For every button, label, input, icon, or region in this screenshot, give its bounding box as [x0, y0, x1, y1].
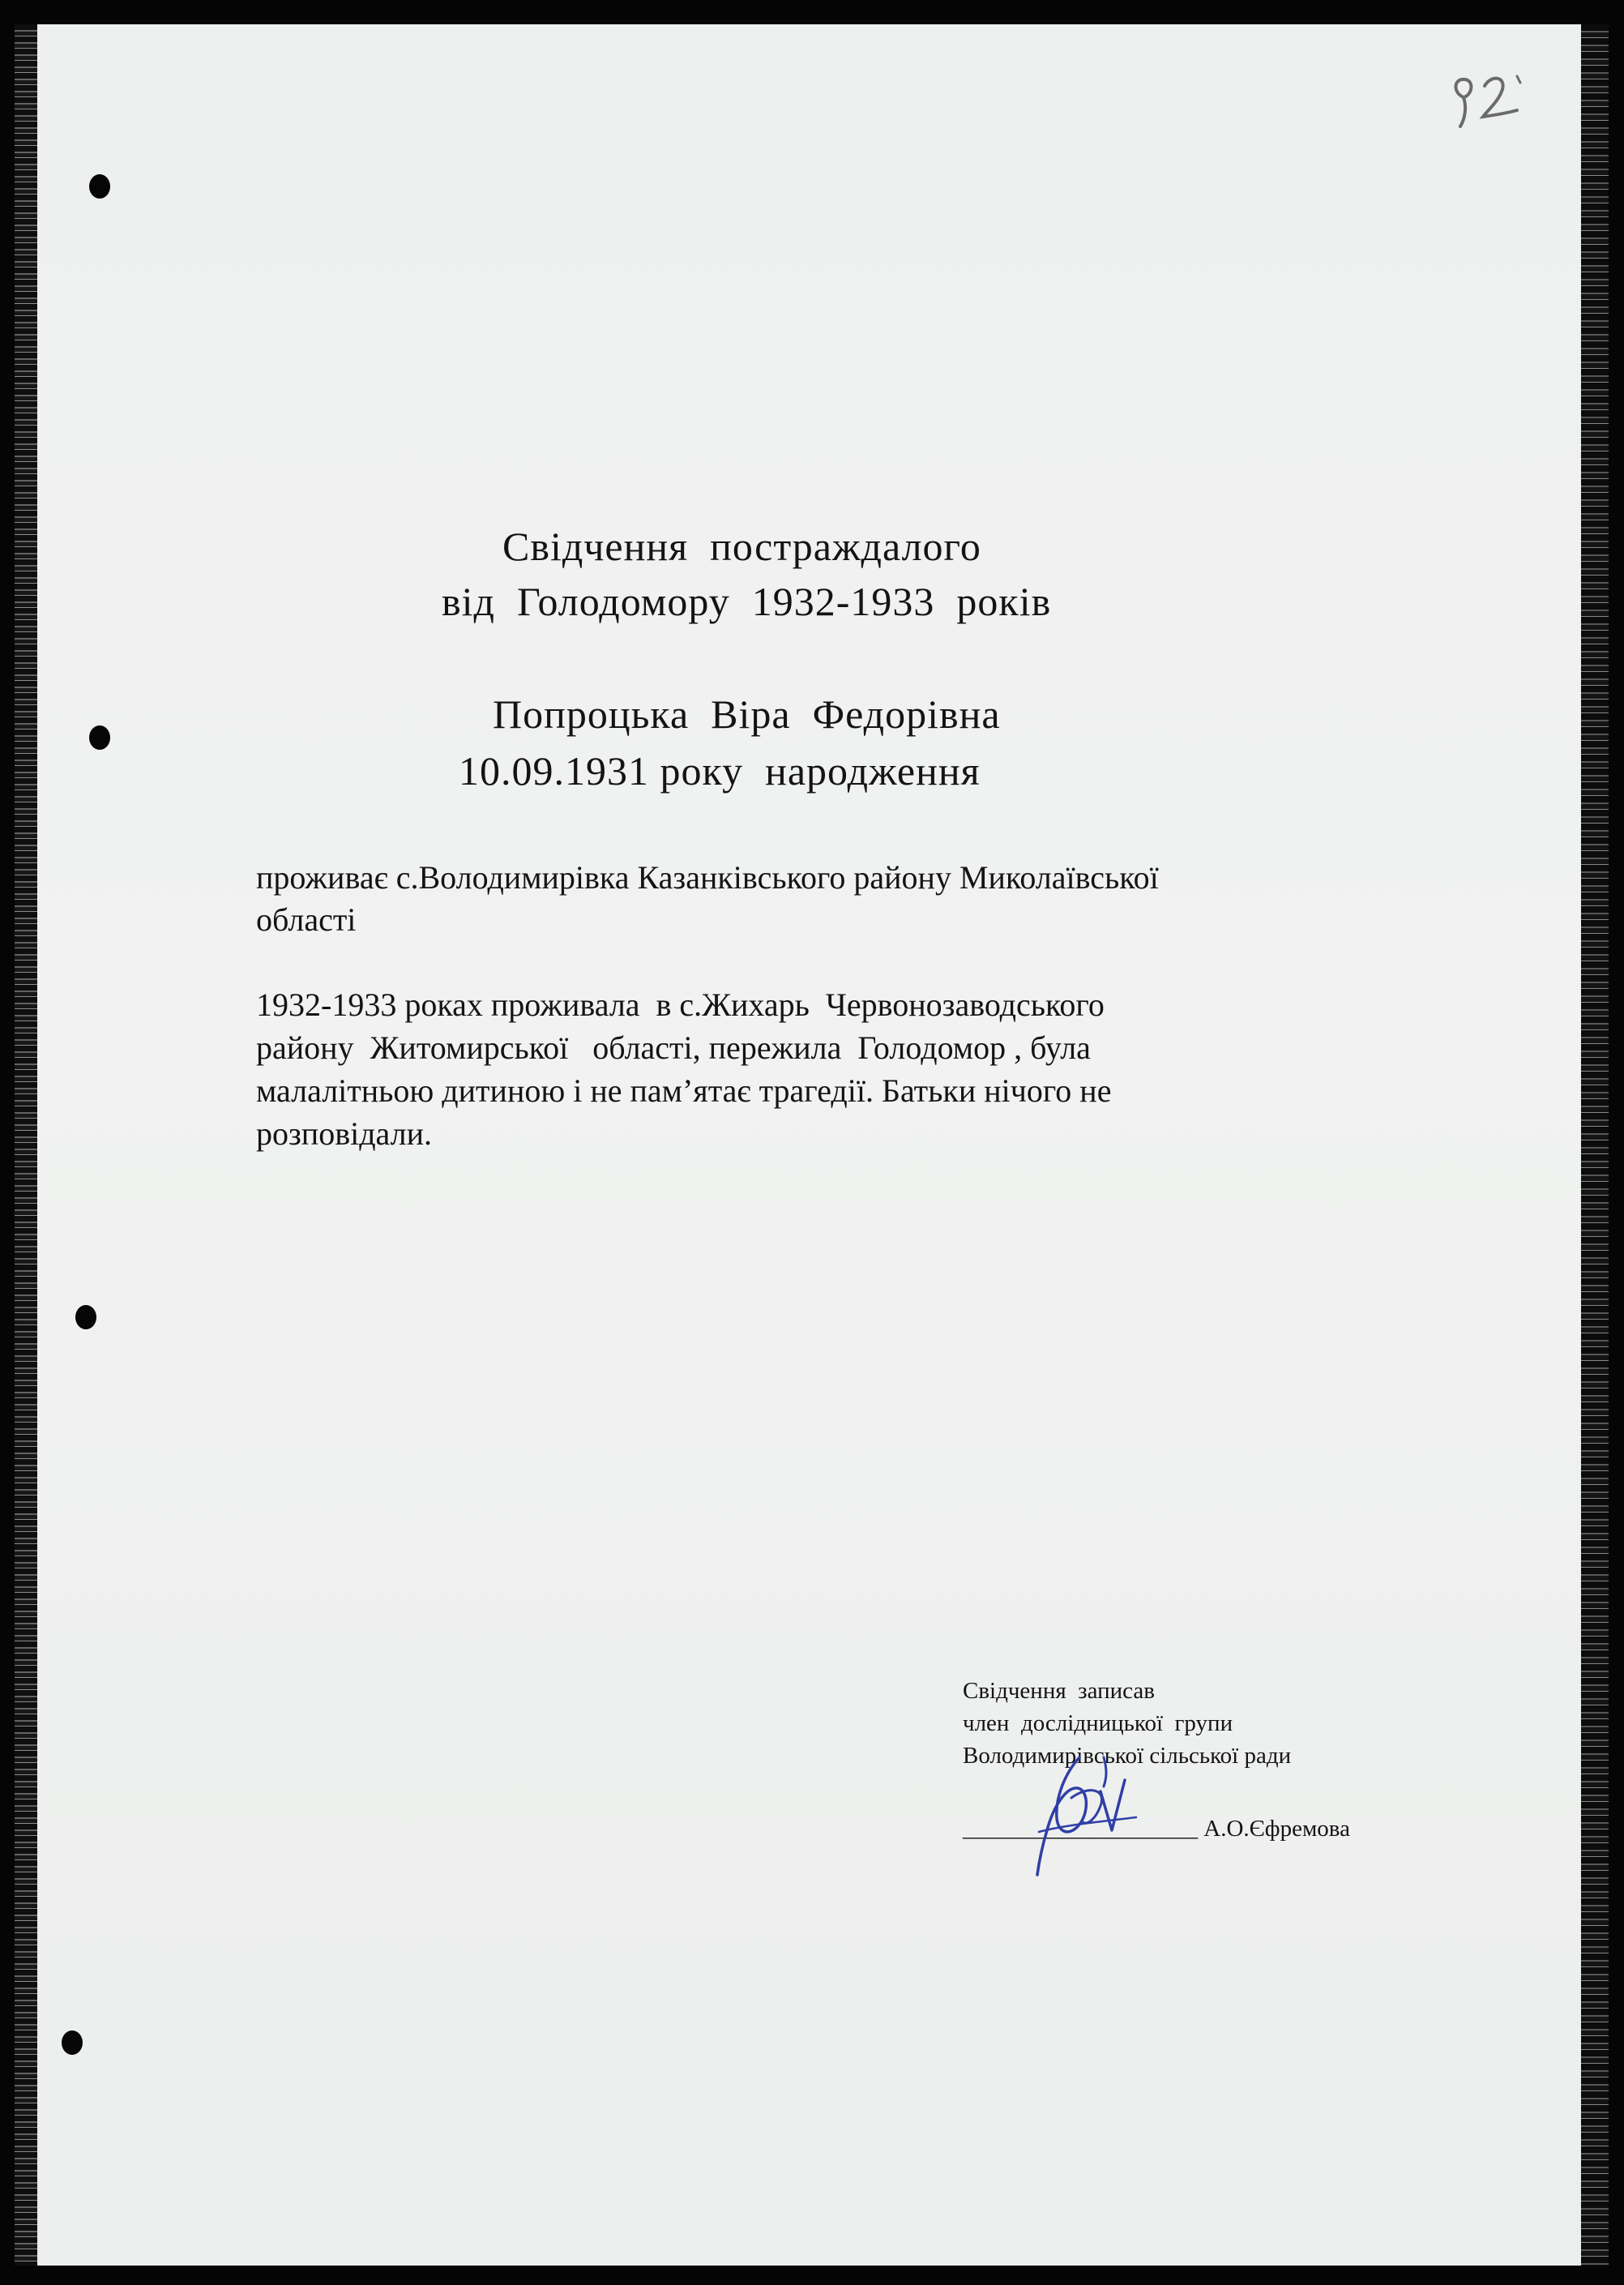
- recorder-line-1: Свідчення записав: [963, 1678, 1155, 1704]
- punch-hole: [89, 725, 110, 750]
- testimony-line-4: розповідали.: [256, 1115, 433, 1152]
- title-line-1: Свідчення постраждалого: [502, 524, 981, 569]
- person-birth: 10.09.1931 року народження: [459, 748, 981, 794]
- residence-line-1: проживає с.Володимирівка Казанківського району Миколаївської: [256, 859, 1159, 896]
- recorder-line-3: Володимирівської сільської ради: [963, 1743, 1292, 1769]
- recorder-line-2: член дослідницької групи: [963, 1710, 1233, 1736]
- archive-page-number-mark: [1446, 68, 1535, 133]
- testimony-line-1: 1932-1933 роках проживала в с.Жихарь Червонозаводського: [256, 986, 1105, 1023]
- punch-hole: [89, 174, 110, 199]
- recorder-signature-line: ____________________ А.О.Єфремова: [963, 1816, 1350, 1842]
- testimony-line-3: малалітньою дитиною і не пам’ятає трагедії. Батьки нічого не: [256, 1072, 1112, 1109]
- punch-hole: [75, 1305, 96, 1329]
- person-name: Попроцька Віра Федорівна: [493, 691, 1001, 737]
- punch-hole: [62, 2030, 83, 2055]
- title-line-2: від Голодомору 1932-1933 років: [442, 579, 1052, 624]
- testimony-line-2: району Житомирської області, пережила Голодомор , була: [256, 1029, 1091, 1066]
- handwritten-signature: [1023, 1741, 1144, 1879]
- residence-line-2: області: [256, 901, 357, 938]
